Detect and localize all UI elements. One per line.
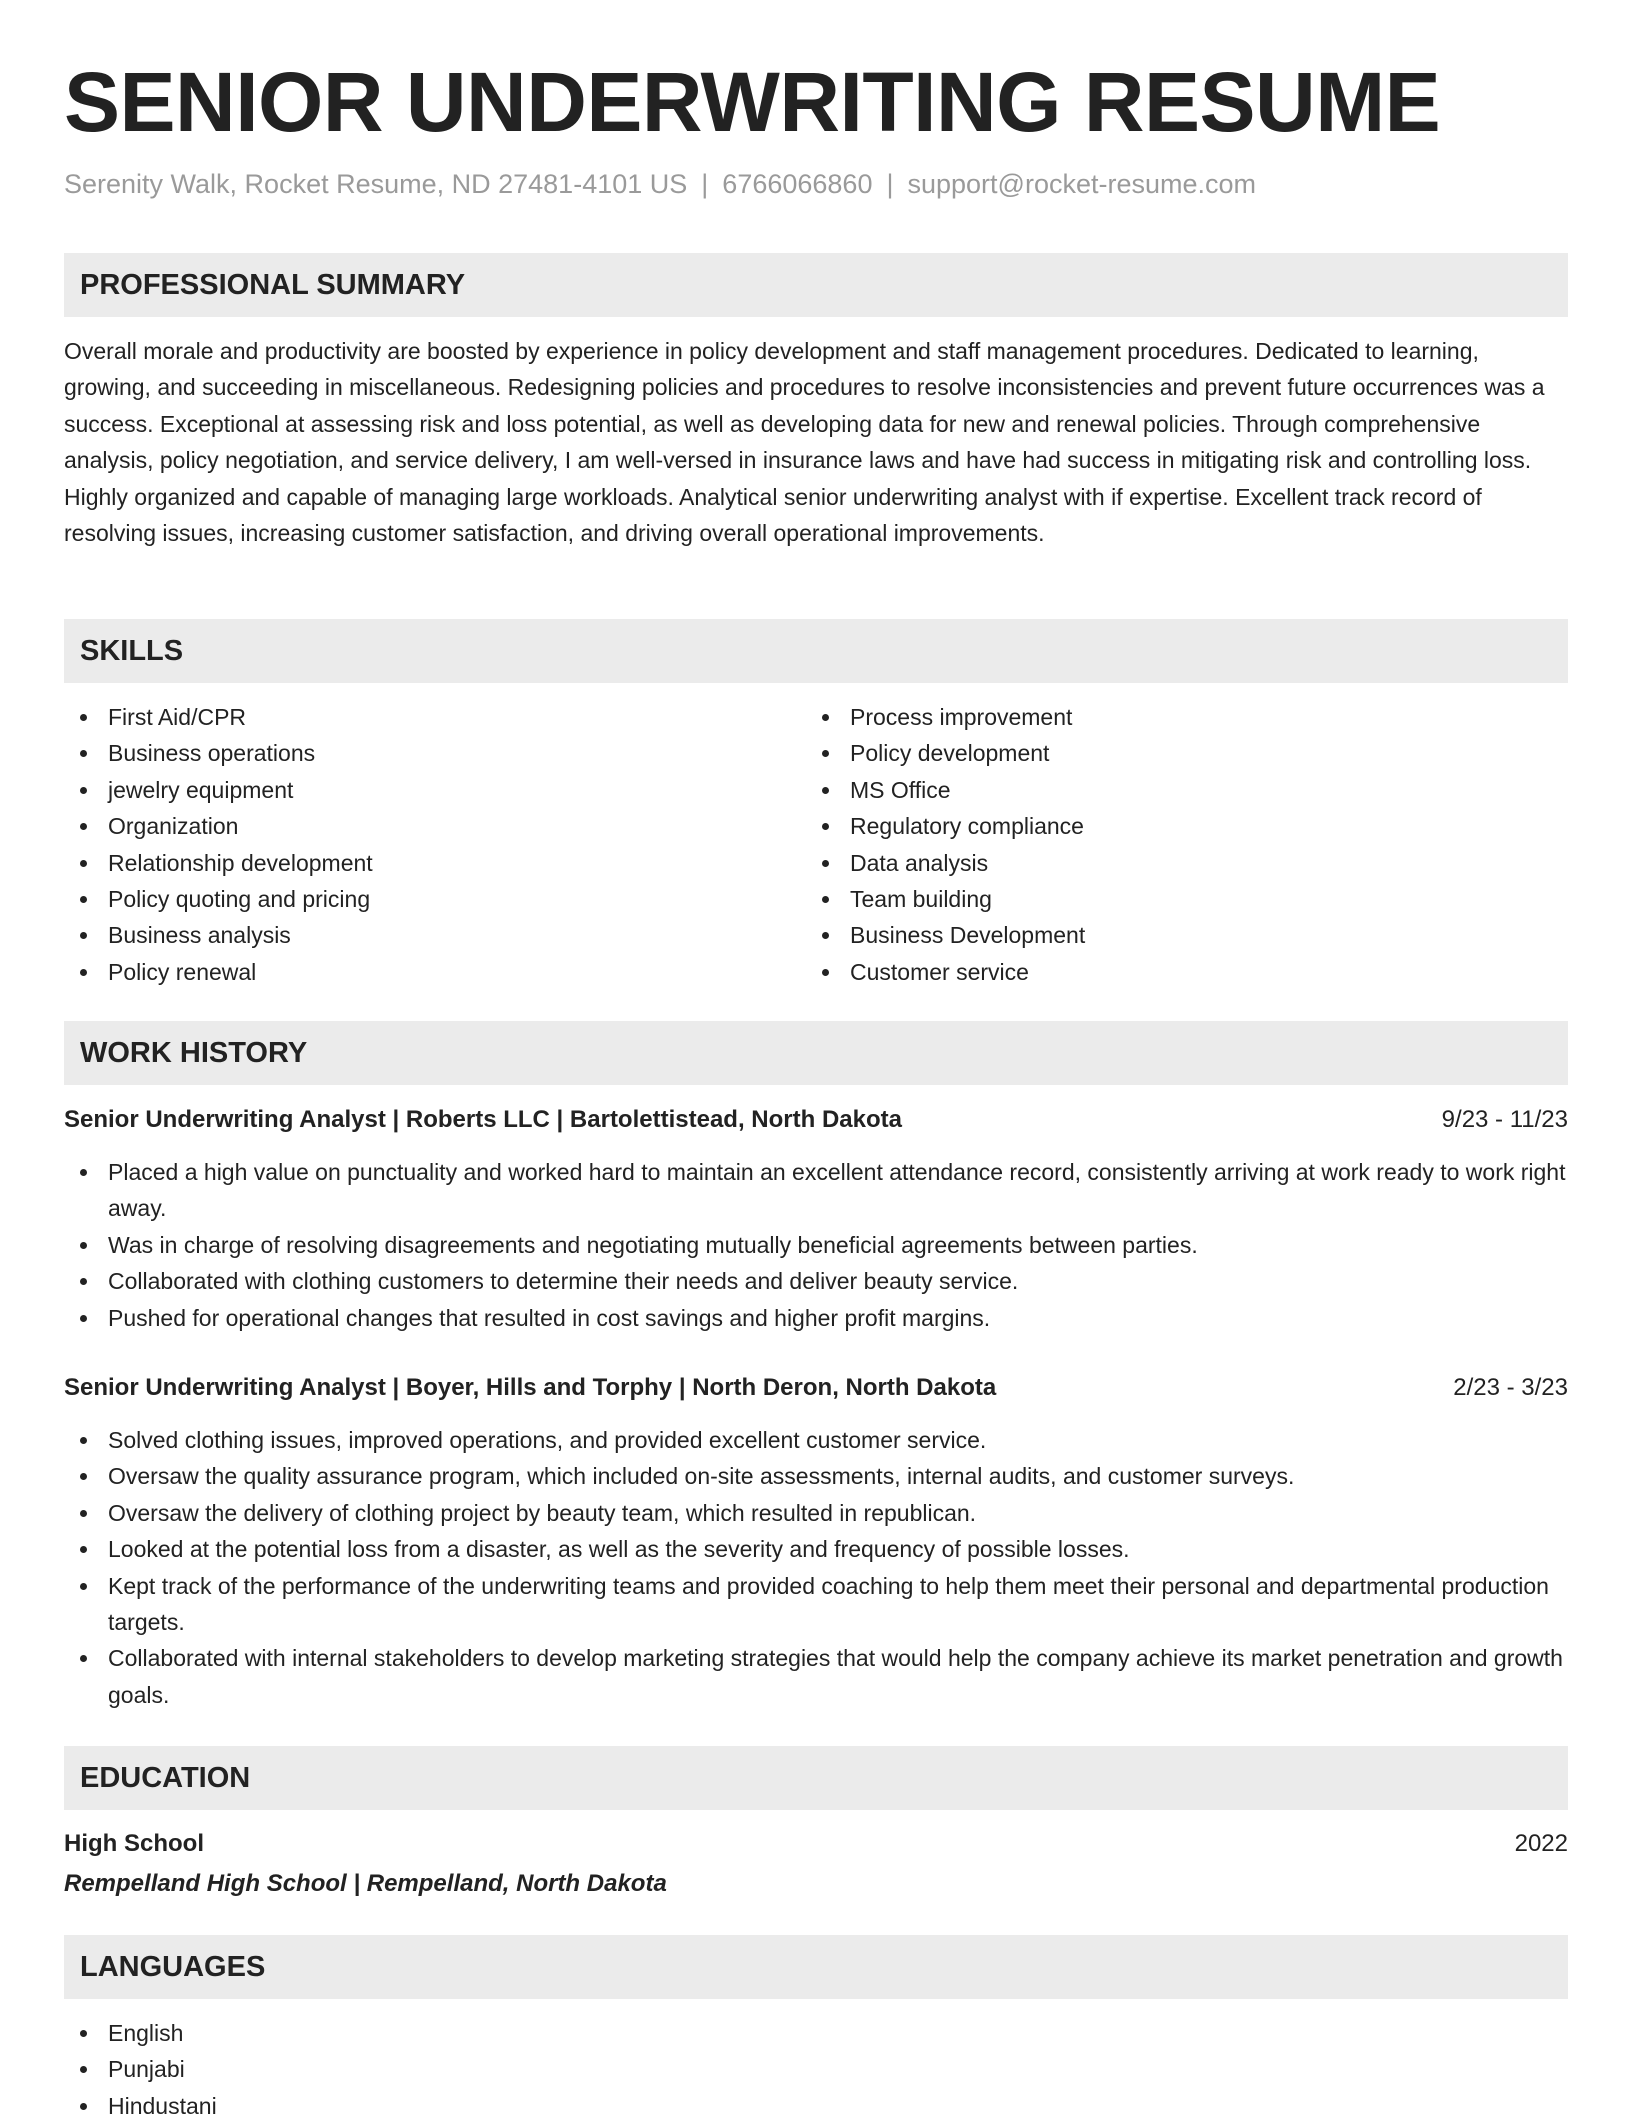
contact-email: support@rocket-resume.com <box>907 169 1257 199</box>
skills-right-column <box>806 699 1546 990</box>
job-bullet: Looked at the potential loss from a disaster, as well as the severity and frequency of possible losses. <box>64 1531 1568 1567</box>
summary-section-header <box>64 253 1568 317</box>
job-bullet: Collaborated with clothing customers to determine their needs and deliver beauty service. <box>64 1263 1568 1299</box>
education-year: 2022 <box>1514 1830 1568 1857</box>
job-header <box>64 1370 1568 1406</box>
skills-section-title: SKILLS <box>80 635 184 667</box>
skill-item: Organization <box>64 808 804 844</box>
skill-item: jewelry equipment <box>64 772 804 808</box>
job-bullet: Oversaw the quality assurance program, which included on-site assessments, internal audits, and customer surveys. <box>64 1458 1568 1494</box>
work-section-title: WORK HISTORY <box>80 1037 308 1069</box>
job-bullet: Oversaw the delivery of clothing project by beauty team, which resulted in republican. <box>64 1495 1568 1531</box>
job-dates: 9/23 - 11/23 <box>1441 1106 1568 1133</box>
skill-item: MS Office <box>806 772 1546 808</box>
skill-item: First Aid/CPR <box>64 699 804 735</box>
skill-item: Business analysis <box>64 917 804 953</box>
skill-item: Business operations <box>64 735 804 771</box>
summary-text: Overall morale and productivity are boosted by experience in policy development and staff management procedures. Dedicated to learning, growing, and succeeding in miscellaneous. Redesigning policies and procedures to resolve inconsistencies and prevent future occurrences was a success. Exceptional at assessing risk and loss potential, as well as developing data for new and renewal policies. Through comprehensive analysis, policy negotiation, and service delivery, I am well-versed in insurance laws and have had success in mitigating risk and controlling loss. Highly organized and capable of managing large workloads. Analytical senior underwriting analyst with if expertise. Excellent track record of resolving issues, increasing customer satisfaction, and driving overall operational improvements. <box>64 338 1545 547</box>
skill-item: Data analysis <box>806 845 1546 881</box>
job-title: Senior Underwriting Analyst | Roberts LLC | Bartolettistead, North Dakota <box>64 1106 902 1133</box>
contact-line <box>64 166 1256 202</box>
skill-item: Team building <box>806 881 1546 917</box>
job-bullets <box>64 1422 1568 1713</box>
skill-item: Relationship development <box>64 845 804 881</box>
contact-address: Serenity Walk, Rocket Resume, ND 27481-4101 US <box>64 169 688 199</box>
skill-item: Policy renewal <box>64 954 804 990</box>
education-section-title: EDUCATION <box>80 1762 251 1794</box>
skill-item: Customer service <box>806 954 1546 990</box>
resume-title: SENIOR UNDERWRITING RESUME <box>64 55 1441 149</box>
job-bullets <box>64 1154 1568 1336</box>
skill-item: Business Development <box>806 917 1546 953</box>
job-bullet: Placed a high value on punctuality and worked hard to maintain an excellent attendance record, consistently arriving at work ready to work right away. <box>64 1154 1568 1227</box>
job-title: Senior Underwriting Analyst | Boyer, Hills and Torphy | North Deron, North Dakota <box>64 1374 997 1401</box>
work-section-header <box>64 1021 1568 1085</box>
job-bullet: Pushed for operational changes that resulted in cost savings and higher profit margins. <box>64 1300 1568 1336</box>
education-school: Rempelland High School | Rempelland, North Dakota <box>64 1870 667 1897</box>
contact-separator: | <box>886 169 894 199</box>
language-item: English <box>64 2015 1568 2051</box>
job-bullet: Kept track of the performance of the underwriting teams and provided coaching to help them meet their personal and departmental production targets. <box>64 1568 1568 1641</box>
languages-section-title: LANGUAGES <box>80 1951 266 1983</box>
job-bullet: Collaborated with internal stakeholders to develop marketing strategies that would help the company achieve its market penetration and growth goals. <box>64 1640 1568 1713</box>
contact-phone: 6766066860 <box>722 169 873 199</box>
skills-section-header <box>64 619 1568 683</box>
education-degree: High School <box>64 1830 204 1857</box>
skill-item: Process improvement <box>806 699 1546 735</box>
education-section-header <box>64 1746 1568 1810</box>
skill-item: Regulatory compliance <box>806 808 1546 844</box>
skills-left-column <box>64 699 804 990</box>
language-item: Hindustani <box>64 2088 1568 2124</box>
job-bullet: Solved clothing issues, improved operations, and provided excellent customer service. <box>64 1422 1568 1458</box>
summary-section-title: PROFESSIONAL SUMMARY <box>80 269 466 301</box>
languages-section-header <box>64 1935 1568 1999</box>
skill-item: Policy quoting and pricing <box>64 881 804 917</box>
skill-item: Policy development <box>806 735 1546 771</box>
language-item: Punjabi <box>64 2051 1568 2087</box>
languages-list <box>64 2015 1568 2124</box>
job-bullet: Was in charge of resolving disagreements and negotiating mutually beneficial agreements between parties. <box>64 1227 1568 1263</box>
job-dates: 2/23 - 3/23 <box>1453 1374 1568 1401</box>
job-header <box>64 1102 1568 1138</box>
contact-separator: | <box>701 169 709 199</box>
